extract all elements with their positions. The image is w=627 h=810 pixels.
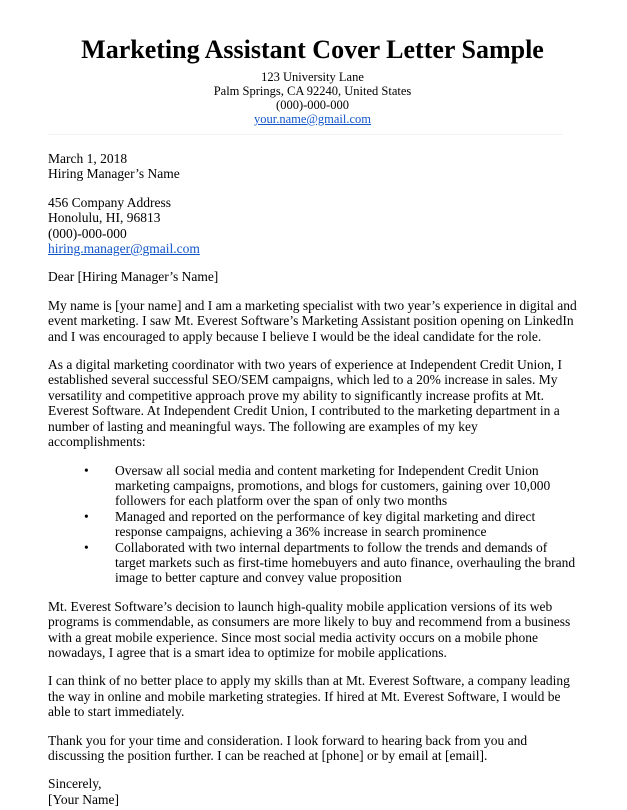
signature-name: [Your Name]	[48, 791, 119, 807]
accomplishment-item-3: • Collaborated with two internal departments to follow the trends and demands of target markets such as first-time homebuyers and auto finance, overhauling the brand image to better capture and convey value proposition	[115, 540, 577, 586]
sender-email-link[interactable]: your.name@gmail.com	[253, 112, 372, 126]
sender-address-line2: Palm Springs, CA 92240, United States	[213, 84, 412, 98]
paragraph-experience: As a digital marketing coordinator with two years of experience at Independent Credit Union, I established several successful SEO/SEM campaigns, which led to a 20% increase in sales. My versatility and competitive approach prove my ability to significantly increase profits at Mt. Everest Software. At Independent Credit Union, I contributed to the marketing department in a number of lasting and meaningful ways. The following are examples of my key accomplishments:	[48, 357, 562, 450]
letterhead	[48, 34, 577, 135]
company-address-line2: Honolulu, HI, 96813	[48, 210, 161, 226]
sender-email-row	[48, 112, 577, 126]
company-address-block	[48, 195, 577, 257]
header-divider	[48, 134, 563, 135]
accomplishment-item-1: • Oversaw all social media and content marketing for Independent Credit Union marketing campaigns, promotions, and blogs for customers, gaining over 10,000 followers for each platform over the span of only two months	[115, 463, 577, 509]
letter-body	[48, 151, 577, 807]
date-recipient-block	[48, 151, 577, 182]
paragraph-company-praise: Mt. Everest Software’s decision to launch high-quality mobile application versions of its web programs is commendable, as consumers are more likely to buy and recommend from a business with a great mobile experience. Since most social media activity occurs on a mobile phone nowadays, I agree that is a smart idea to optimize for mobile applications.	[48, 598, 571, 660]
accomplishments-list	[48, 463, 577, 586]
sender-contact-block	[48, 70, 577, 126]
salutation: Dear [Hiring Manager’s Name]	[48, 269, 219, 285]
company-phone: (000)-000-000	[48, 225, 127, 241]
signoff: Sincerely,	[48, 776, 102, 792]
sender-phone: (000)-000-000	[276, 98, 349, 112]
page-title: Marketing Assistant Cover Letter Sample	[81, 35, 544, 64]
letter-date: March 1, 2018	[48, 151, 128, 166]
company-email-row	[48, 241, 577, 256]
company-address-line1: 456 Company Address	[48, 194, 171, 210]
accomplishment-item-2: • Managed and reported on the performance of key digital marketing and direct response campaigns, achieving a 36% increase in search prominence	[115, 509, 577, 540]
paragraph-fit: I can think of no better place to apply my skills than at Mt. Everest Software, a company leading the way in online and mobile marketing strategies. If hired at Mt. Everest Software, I would be able to start immediately.	[48, 673, 570, 720]
paragraph-thanks: Thank you for your time and consideration. I look forward to hearing back from you and discussing the position further. I can be reached at [phone] or by email at [email].	[48, 732, 528, 763]
signature-block	[48, 776, 577, 807]
recipient-name: Hiring Manager’s Name	[48, 166, 180, 182]
paragraph-intro: My name is [your name] and I am a marketing specialist with two year’s experience in digital and event marketing. I saw Mt. Everest Software’s Marketing Assistant position opening on LinkedIn and I was encouraged to apply because I believe I would be the ideal candidate for the role.	[48, 297, 577, 344]
sender-address-line1: 123 University Lane	[261, 70, 364, 84]
recipient-email-link[interactable]: hiring.manager@gmail.com	[48, 241, 200, 257]
